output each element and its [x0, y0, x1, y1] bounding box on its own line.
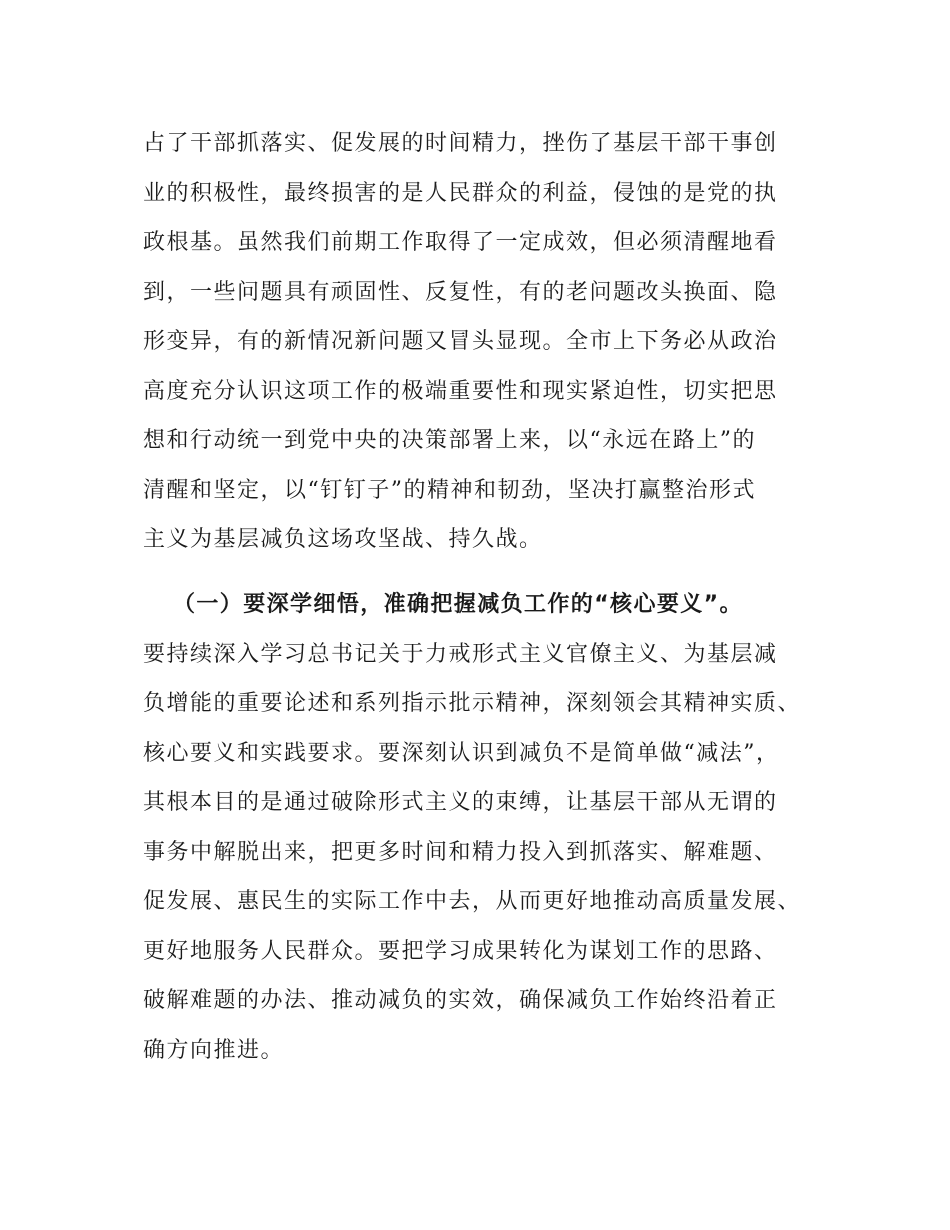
paragraph-line: 事务中解脱出来，把更多时间和精力投入到抓落实、解难题、: [143, 839, 778, 865]
paragraph-line: 促发展、惠民生的实际工作中去，从而更好地推动高质量发展、: [143, 889, 802, 914]
paragraph-line: 核心要义和实践要求。要深刻认识到减负不是简单做“减法”，: [143, 740, 780, 766]
paragraph-line: 要持续深入学习总书记关于力戒形式主义官僚主义、为基层减: [143, 641, 778, 667]
paragraph-line: 更好地服务人民群众。要把学习成果转化为谋划工作的思路、: [143, 938, 778, 964]
paragraph-line: 清醒和坚定，以“钉钉子”的精神和韧劲，坚决打赢整治形式: [143, 477, 756, 503]
paragraph-line: 负增能的重要论述和系列指示批示精神，深刻领会其精神实质、: [143, 691, 802, 716]
paragraph-intro: [143, 119, 843, 565]
section-heading: （一）要深学细悟，准确把握减负工作的“核心要义”。: [173, 592, 743, 617]
paragraph-line: 确方向推进。: [143, 1037, 285, 1063]
paragraph-section-one: [143, 580, 843, 1075]
paragraph-line: 形变异，有的新情况新问题又冒头显现。全市上下务必从政治: [143, 329, 778, 354]
paragraph-line: 占了干部抓落实、促发展的时间精力，挫伤了基层干部干事创: [143, 131, 778, 156]
paragraph-line: 业的积极性，最终损害的是人民群众的利益，侵蚀的是党的执: [143, 180, 778, 206]
paragraph-line: 想和行动统一到党中央的决策部署上来，以“永远在路上”的: [143, 428, 756, 453]
paragraph-line: 破解难题的办法、推动减负的实效，确保减负工作始终沿着正: [143, 988, 778, 1013]
paragraph-line: 主义为基层减负这场攻坚战、持久战。: [143, 527, 543, 552]
paragraph-line: 其根本目的是通过破除形式主义的束缚，让基层干部从无谓的: [143, 790, 778, 815]
paragraph-line: 高度充分认识这项工作的极端重要性和现实紧迫性，切实把思: [143, 378, 778, 404]
paragraph-line: 到，一些问题具有顽固性、反复性，有的老问题改头换面、隐: [143, 279, 778, 305]
paragraph-line: 政根基。虽然我们前期工作取得了一定成效，但必须清醒地看: [143, 230, 778, 255]
